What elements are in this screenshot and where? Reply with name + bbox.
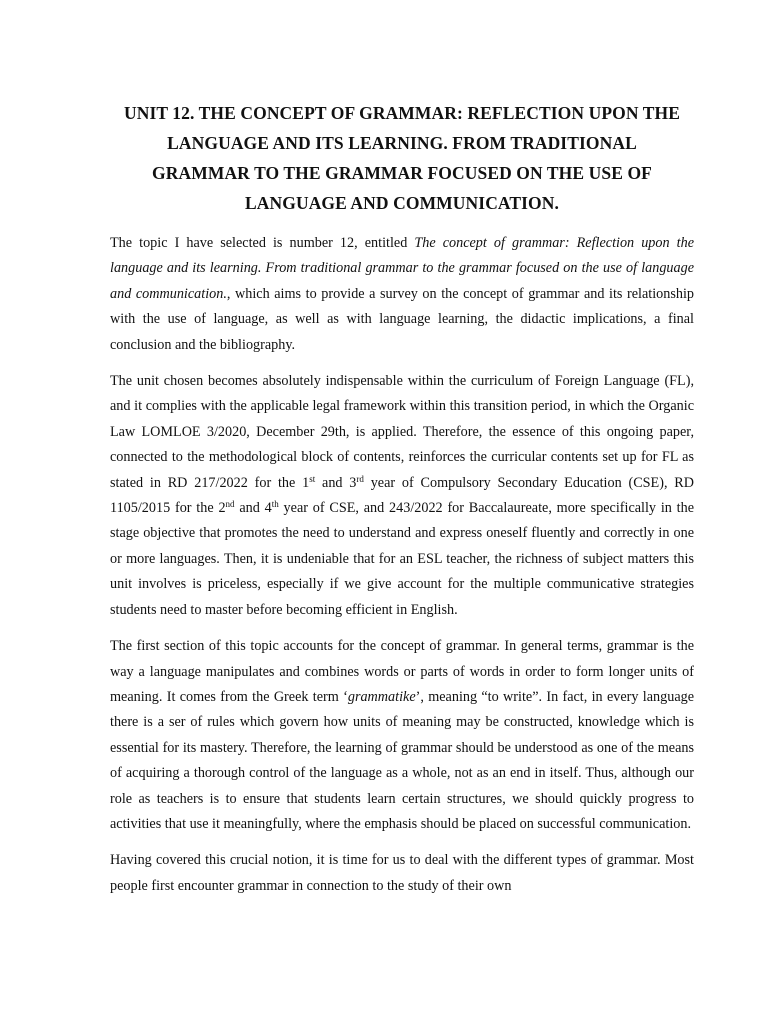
topic-title-italic: The concept of grammar: Reflection upon the language and its learning. From traditional grammar to the grammar focused on the use of language and communication. xyxy=(110,235,694,302)
paragraph-introduction: The topic I have selected is number 12, entitled The concept of grammar: Reflection upon the language and its learning. From traditional grammar to the grammar focused on the use of language and communication., which aims to provide a survey on the concept of grammar and its relationship with the use of language, as well as with language learning, the didactic implications, a final conclusion and the bibliography. xyxy=(110,235,694,353)
title-line: LANGUAGE AND COMMUNICATION. xyxy=(245,193,559,213)
title-line: LANGUAGE AND ITS LEARNING. FROM TRADITIONAL xyxy=(167,133,637,153)
paragraph-types-of-grammar: Having covered this crucial notion, it is time for us to deal with the different types of grammar. Most people first encounter grammar in connection to the study of their own xyxy=(110,852,694,894)
paragraph-legal-framework: The unit chosen becomes absolutely indispensable within the curriculum of Foreign Language (FL), and it complies with the applicable legal framework within this transition period, in which the Organic Law LOMLOE 3/2020, December 29th, is applied. Therefore, the essence of this ongoing paper, connected to the methodological block of contents, reinforces the curricular contents set up for FL as stated in RD 217/2022 for the 1st and 3rd year of Compulsory Secondary Education (CSE), RD 1105/2015 for the 2nd and 4th year of CSE, and 243/2022 for Baccalaureate, more specifically in the stage objective that promotes the need to understand and express oneself fluently and correctly in one or more languages. Then, it is undeniable that for an ESL teacher, the richness of subject matters this unit involves is priceless, especially if we give account for the multiple communicative strategies students need to master before becoming efficient in English. xyxy=(110,373,695,618)
title-line: GRAMMAR TO THE GRAMMAR FOCUSED ON THE USE OF xyxy=(152,163,652,183)
greek-term-italic: grammatike xyxy=(347,688,416,705)
unit-title xyxy=(110,98,694,218)
document-page xyxy=(110,98,694,910)
title-line: UNIT 12. THE CONCEPT OF GRAMMAR: REFLECTION UPON THE xyxy=(123,103,680,123)
paragraph-concept-of-grammar: The first section of this topic accounts for the concept of grammar. In general terms, grammar is the way a language manipulates and combines words or parts of words in order to form longer units of meaning. It comes from the Greek term ‘grammatike’, meaning “to write”. In fact, in every language there is a ser of rules which govern how units of meaning may be constructed, knowledge which is essential for its mastery. Therefore, the learning of grammar should be understood as one of the means of acquiring a thorough control of the language as a whole, not as an end in itself. Thus, although our role as teachers is to ensure that students learn certain structures, we should quickly progress to activities that use it meaningfully, where the emphasis should be placed on successful communication. xyxy=(110,638,695,832)
